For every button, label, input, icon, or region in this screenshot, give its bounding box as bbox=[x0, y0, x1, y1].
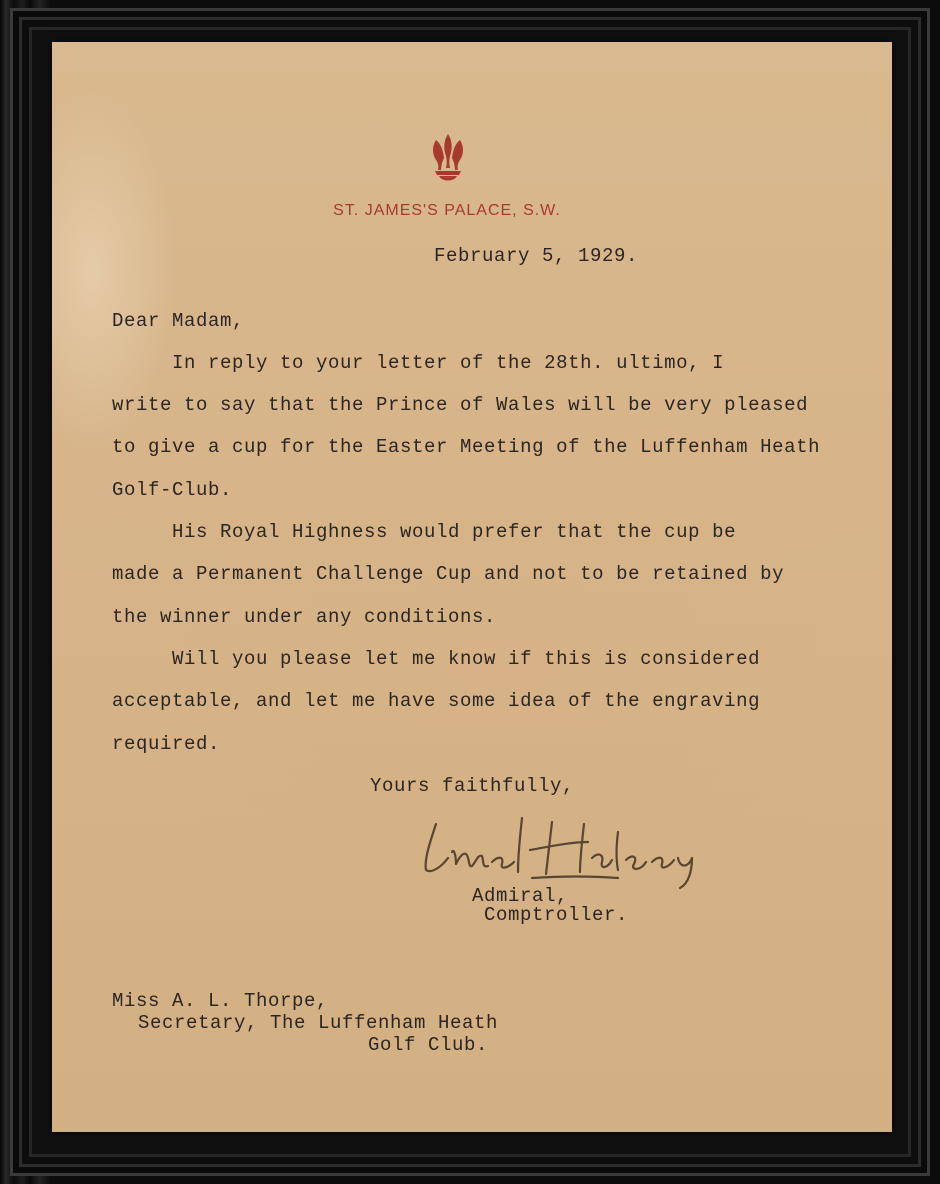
body-line: the winner under any conditions. bbox=[112, 606, 497, 628]
body-line: acceptable, and let me have some idea of the engraving bbox=[112, 690, 761, 712]
recipient-organization: Golf Club. bbox=[368, 1034, 489, 1056]
body-line: His Royal Highness would prefer that the cup be bbox=[112, 521, 737, 543]
body-line: write to say that the Prince of Wales will be very pleased bbox=[112, 394, 809, 416]
signatory-title: Comptroller. bbox=[484, 904, 629, 926]
recipient-position: Secretary, The Luffenham Heath bbox=[138, 1012, 499, 1034]
letter-paper bbox=[52, 42, 892, 1132]
body-line: to give a cup for the Easter Meeting of the Luffenham Heath bbox=[112, 436, 821, 458]
prince-of-wales-feathers-icon bbox=[426, 130, 470, 186]
closing: Yours faithfully, bbox=[370, 775, 575, 797]
body-line: In reply to your letter of the 28th. ultimo, I bbox=[112, 352, 725, 374]
recipient-name: Miss A. L. Thorpe, bbox=[112, 990, 329, 1012]
handwritten-signature bbox=[412, 812, 722, 892]
salutation: Dear Madam, bbox=[112, 310, 245, 332]
body-line: Will you please let me know if this is considered bbox=[112, 648, 761, 670]
letter-date: February 5, 1929. bbox=[434, 245, 639, 267]
letterhead-address: ST. JAMES'S PALACE, S.W. bbox=[333, 202, 561, 219]
body-line: required. bbox=[112, 733, 221, 755]
signatory-rank: Admiral, bbox=[472, 885, 569, 907]
body-line: Golf-Club. bbox=[112, 479, 233, 501]
body-line: made a Permanent Challenge Cup and not to be retained by bbox=[112, 563, 785, 585]
